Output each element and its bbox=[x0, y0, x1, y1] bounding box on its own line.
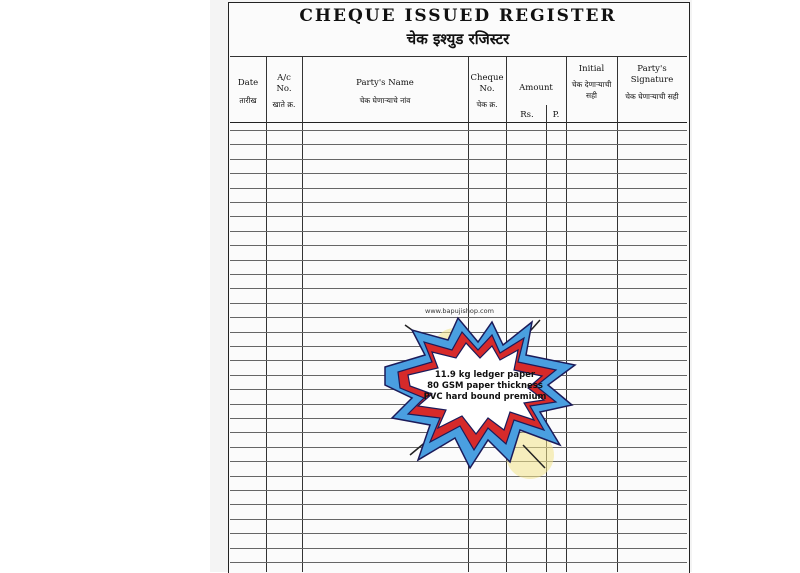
promo-text bbox=[400, 370, 570, 403]
header-amount-p: P. bbox=[552, 110, 560, 120]
header-date-en: Date bbox=[237, 78, 259, 88]
watermark-url: www.bapujishop.com bbox=[425, 307, 494, 315]
header-party-signature-en: Party's Signature bbox=[630, 64, 674, 85]
promo-line-2: 80 GSM paper thickness bbox=[427, 381, 543, 391]
header-cheque-no-mr: चेक क्र. bbox=[476, 100, 498, 109]
promo-line-1: 11.9 kg ledger paper bbox=[434, 370, 536, 380]
header-initial-mr: चेक देणाऱ्याची सही bbox=[571, 80, 612, 100]
header-party-name-en: Party's Name bbox=[356, 78, 414, 88]
header-ac-en: A/c No. bbox=[276, 73, 292, 94]
header-party-name-mr: चेक घेणाऱ्याचे नांव bbox=[359, 96, 411, 105]
header-amount-rs: Rs. bbox=[520, 110, 534, 120]
header-initial-en: Initial bbox=[578, 64, 605, 74]
header-cheque-no-en: Cheque No. bbox=[470, 73, 504, 94]
header-ac-mr: खाते क्र. bbox=[272, 100, 296, 109]
header-date-mr: तारीख bbox=[239, 96, 257, 105]
header-amount: Amount bbox=[519, 83, 553, 93]
promo-line-3: PVC hard bound premium bbox=[423, 392, 547, 402]
register-subtitle: चेक इश्युड रजिस्टर bbox=[406, 30, 510, 48]
header-party-signature-mr: चेक घेणाऱ्याची सही bbox=[625, 92, 679, 101]
register-title: CHEQUE ISSUED REGISTER bbox=[299, 6, 617, 26]
